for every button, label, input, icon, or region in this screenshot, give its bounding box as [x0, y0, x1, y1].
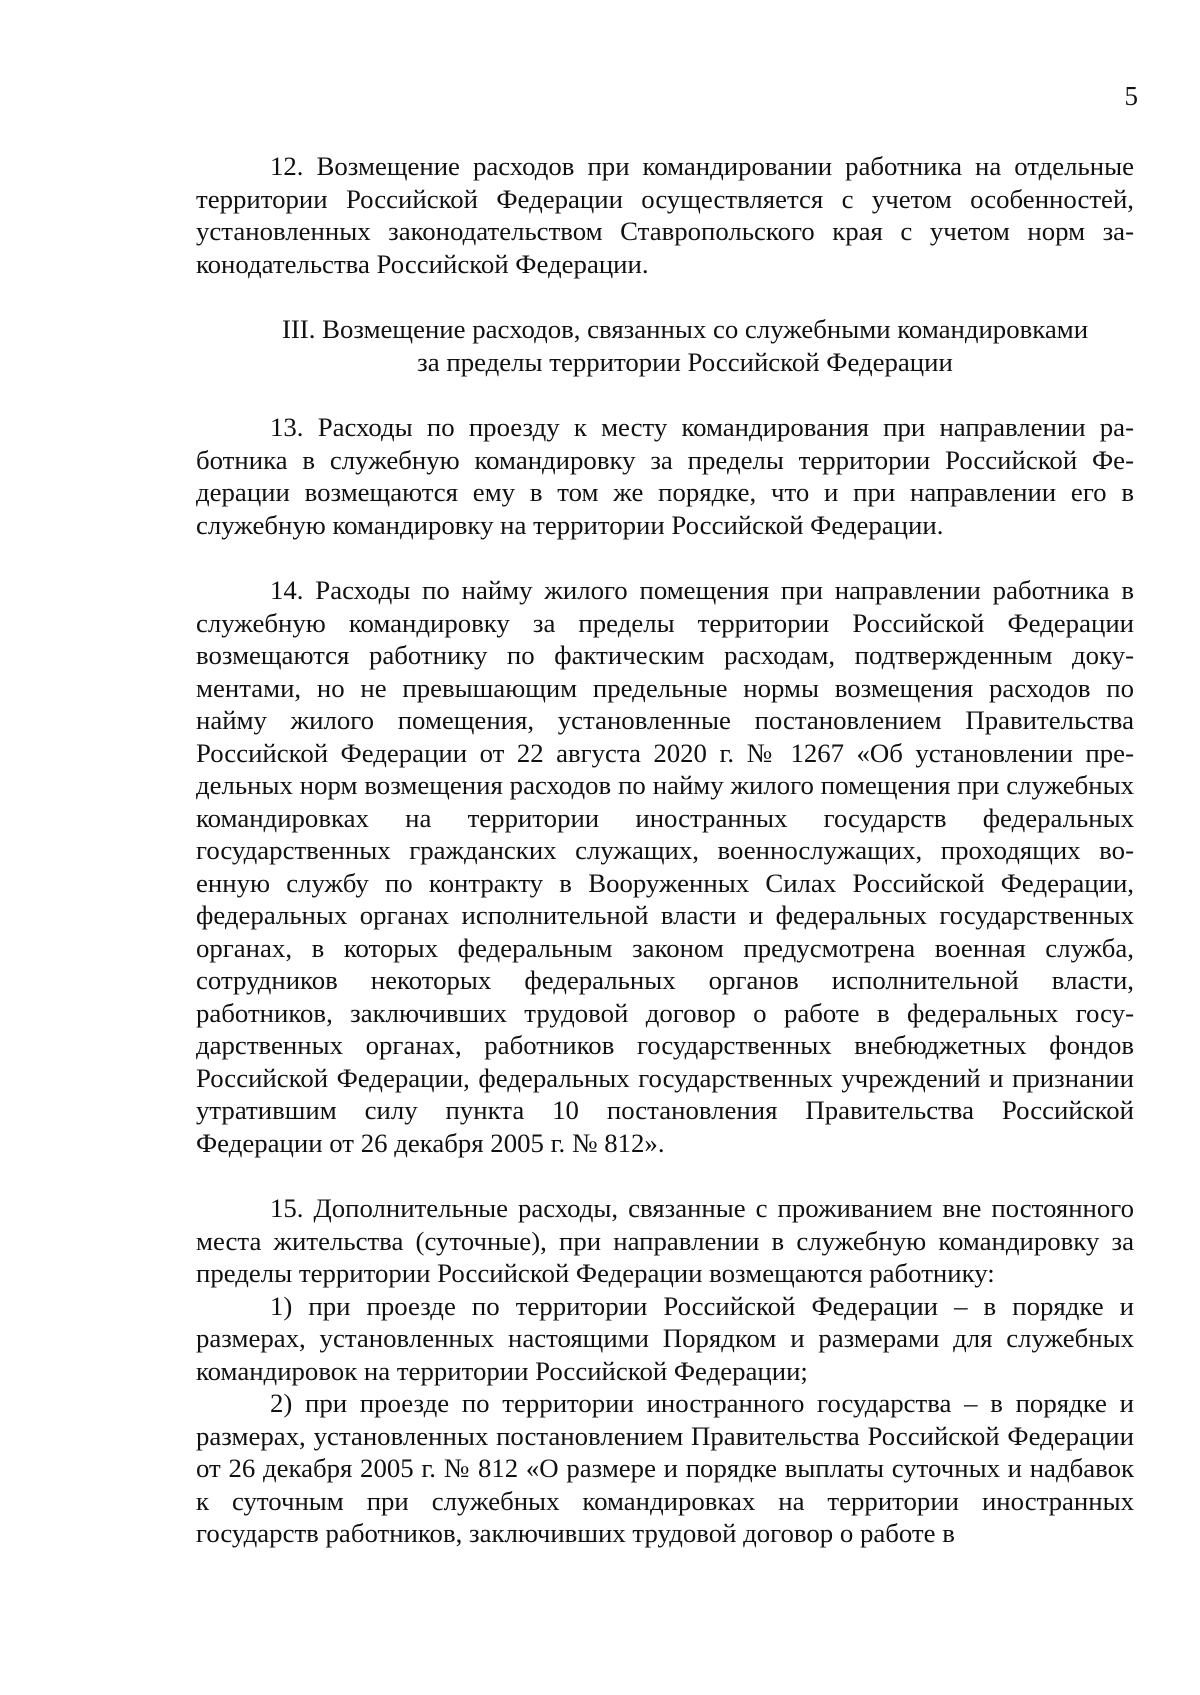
section-heading-line-1: III. Возмещение расходов, связанных со служебными командировками	[281, 314, 1089, 344]
spacer	[196, 1159, 1134, 1192]
spacer	[196, 541, 1134, 574]
paragraph-14: 14. Расходы по найму жилого помещения при направлении работника в служебную командировку за пределы территории Российской Федерации возмещаются работнику по фактическим расходам, подтвержденным документами, но не превышающим предельные нормы возмещения расходов по найму жилого помещения, установленные постановлением Правительства Российской Федерации от 22 августа 2020 г. № 1267 «Об установлении предельных норм возмещения расходов по найму жилого помещения при служебных командировках на территории иностранных государств федеральных государственных гражданских служащих, военнослужащих, проходящих военную службу по контракту в Вооруженных Силах Российской Федерации, федеральных органах исполнительной власти и федеральных государственных органах, в которых федеральным законом предусмотрена военная служба, сотрудников некоторых федеральных органов исполнительной власти, работников, заключивших трудовой договор о работе в федеральных государственных органах, работников государственных внебюджетных фондов Российской Федерации, федеральных государственных учреждений и признании утратившим силу пункта 10 постановления Правительства Российской Федерации от 26 декабря 2005 г. № 812».	[196, 575, 1134, 1158]
spacer	[196, 378, 1134, 411]
paragraph-12: 12. Возмещение расходов при командировании работника на отдельные территории Российской Федерации осуществляется с учетом особенностей, установленных законодательством Ставропольского края с учетом норм законодательства Российской Федерации.	[196, 151, 1134, 279]
section-heading	[196, 313, 1134, 378]
paragraph-13: 13. Расходы по проезду к месту командирования при направлении работника в служебную командировку за пределы территории Российской Федерации возмещаются ему в том же порядке, что и при направлении его в служебную командировку на территории Российской Федерации.	[196, 412, 1134, 540]
paragraph-15-item-1: 1) при проезде по территории Российской Федерации – в порядке и размерах, установленных настоящими Порядком и размерами для служебных командировок на территории Российской Федерации;	[196, 1290, 1134, 1386]
document-body	[196, 150, 1134, 1550]
spacer	[196, 280, 1134, 313]
page-number: 5	[1124, 81, 1138, 111]
paragraph-15: 15. Дополнительные расходы, связанные с проживанием вне постоянного места жительства (суточные), при направлении в служебную командировку за пределы территории Российской Федерации возмещаются работнику:	[196, 1193, 1134, 1288]
paragraph-15-item-2: 2) при проезде по территории иностранного государства – в порядке и размерах, установленных постановлением Правительства Российской Федерации от 26 декабря 2005 г. № 812 «О размере и порядке выплаты суточных и надбавок к суточным при служебных командировках на территории иностранных государств работников, заключивших трудовой договор о работе в	[196, 1388, 1134, 1548]
section-heading-line-2: за пределы территории Российской Федерации	[417, 346, 953, 377]
